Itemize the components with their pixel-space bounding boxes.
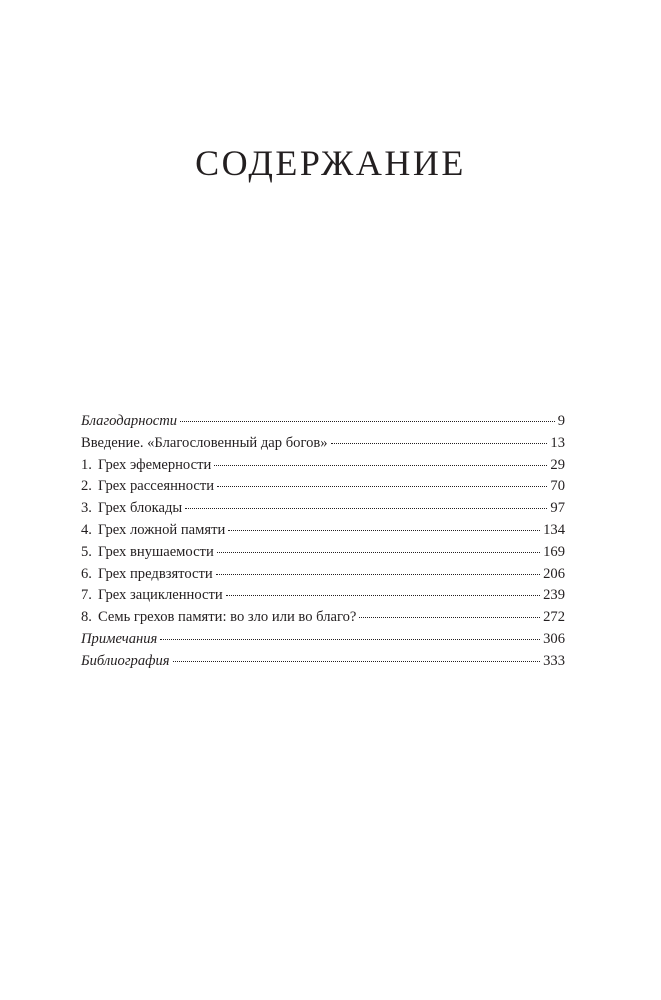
toc-entry-chapter-3[interactable] bbox=[81, 498, 565, 520]
toc-entry-label: Грех зацикленности bbox=[97, 587, 223, 604]
toc-chapter-number: 7. bbox=[81, 587, 92, 604]
toc-chapter-number: 4. bbox=[81, 521, 92, 538]
toc-chapter-number: 6. bbox=[81, 565, 92, 582]
toc-entry-notes[interactable] bbox=[81, 629, 565, 651]
toc-entry-chapter-2[interactable] bbox=[81, 476, 565, 498]
toc-page-number: 333 bbox=[543, 652, 565, 669]
toc-entry-chapter-4[interactable] bbox=[81, 520, 565, 542]
dot-leader bbox=[185, 508, 547, 509]
toc-entry-bibliography[interactable] bbox=[81, 651, 565, 673]
dot-leader bbox=[217, 486, 547, 487]
dot-leader bbox=[217, 552, 540, 553]
dot-leader bbox=[216, 574, 540, 575]
toc-page-number: 272 bbox=[543, 609, 565, 626]
toc-page-number: 97 bbox=[550, 500, 565, 517]
toc-chapter-number: 3. bbox=[81, 500, 92, 517]
toc-chapter-number: 1. bbox=[81, 456, 92, 473]
toc-page-number: 306 bbox=[543, 630, 565, 647]
toc-page-number: 13 bbox=[550, 434, 565, 451]
table-of-contents bbox=[81, 411, 565, 673]
dot-leader bbox=[180, 421, 555, 422]
toc-entry-chapter-1[interactable] bbox=[81, 455, 565, 477]
toc-entry-label: Грех блокады bbox=[97, 500, 183, 517]
toc-page-number: 169 bbox=[543, 543, 565, 560]
toc-page-number: 206 bbox=[543, 565, 565, 582]
toc-entry-label: Благодарности bbox=[81, 413, 178, 429]
toc-page-number: 70 bbox=[550, 478, 565, 495]
dot-leader bbox=[173, 661, 541, 662]
toc-entry-label: Семь грехов памяти: во зло или во благо? bbox=[97, 609, 357, 626]
toc-chapter-number: 2. bbox=[81, 478, 92, 495]
toc-entry-label: Грех эфемерности bbox=[97, 456, 212, 473]
toc-entry-chapter-8[interactable] bbox=[81, 607, 565, 629]
toc-page-number: 239 bbox=[543, 587, 565, 604]
dot-leader bbox=[160, 639, 540, 640]
toc-page-number: 9 bbox=[557, 413, 565, 429]
toc-entry-chapter-5[interactable] bbox=[81, 542, 565, 564]
toc-entry-label: Грех ложной памяти bbox=[97, 521, 226, 538]
dot-leader bbox=[359, 617, 540, 618]
toc-entry-introduction[interactable] bbox=[81, 433, 565, 455]
toc-entry-label: Библиография bbox=[81, 652, 170, 669]
toc-entry-label: Введение. «Благословенный дар богов» bbox=[81, 434, 328, 451]
toc-entry-chapter-7[interactable] bbox=[81, 585, 565, 607]
dot-leader bbox=[331, 443, 548, 444]
toc-entry-label: Грех предвзятости bbox=[97, 565, 213, 582]
toc-page-number: 29 bbox=[550, 456, 565, 473]
toc-chapter-number: 8. bbox=[81, 609, 92, 626]
page-title: СОДЕРЖАНИЕ bbox=[195, 143, 466, 183]
toc-page-number: 134 bbox=[543, 521, 565, 538]
dot-leader bbox=[214, 465, 547, 466]
dot-leader bbox=[228, 530, 540, 531]
toc-entry-label: Грех внушаемости bbox=[97, 543, 214, 560]
toc-chapter-number: 5. bbox=[81, 543, 92, 560]
toc-entry-label: Грех рассеянности bbox=[97, 478, 215, 495]
toc-entry-chapter-6[interactable] bbox=[81, 564, 565, 586]
toc-entry-acknowledgements[interactable] bbox=[81, 411, 565, 433]
toc-entry-label: Примечания bbox=[81, 630, 158, 647]
dot-leader bbox=[226, 595, 540, 596]
